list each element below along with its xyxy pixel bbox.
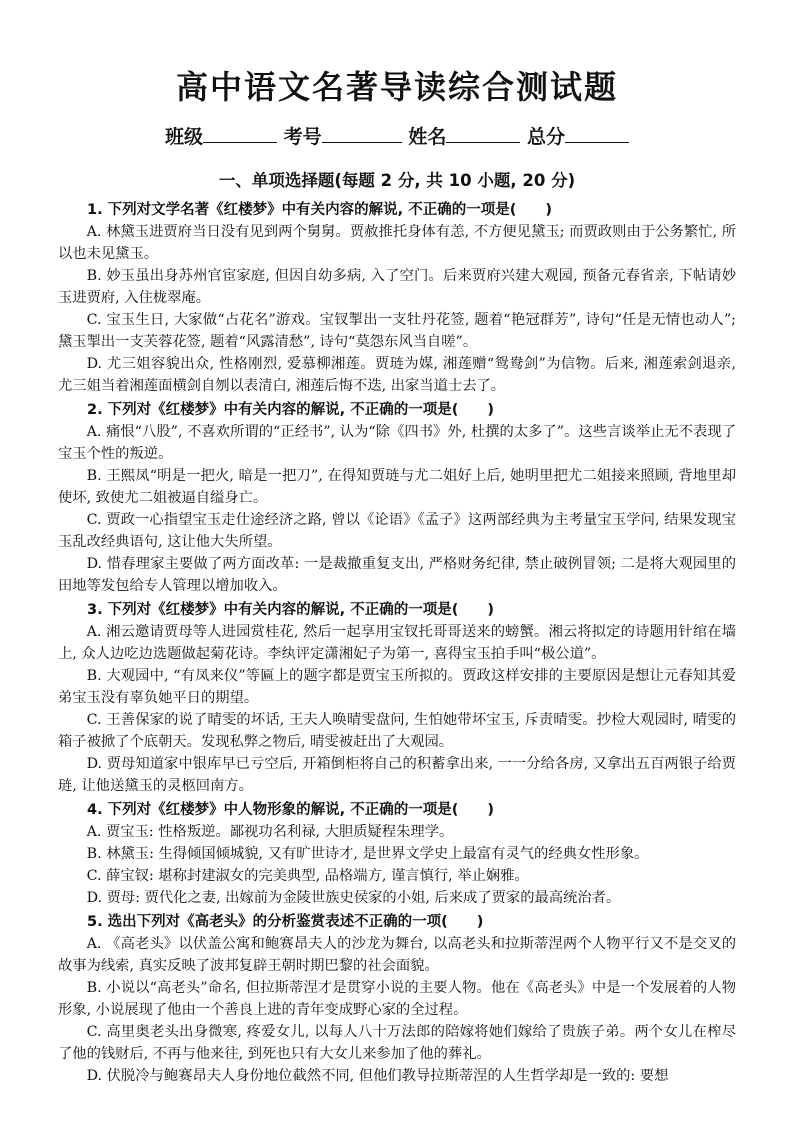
question-option: A. 《高老头》以伏盖公寓和鲍赛昂夫人的沙龙为舞台, 以高老头和拉斯蒂涅两个人物平行又不是交叉的故事为线索, 真实反映了波邦复辟王朝时期巴黎的社会面貌。 [58, 936, 736, 974]
question-option: D. 伏脱冷与鲍赛昂夫人身份地位截然不同, 但他们教导拉斯蒂涅的人生哲学却是一致的: 要想 [86, 1068, 669, 1084]
question-stem: 2. 下列对《红楼梦》中有关内容的解说, 不正确的一项是( ) [87, 402, 494, 418]
question-option: B. 妙玉虽出身苏州官宦家庭, 但因自幼多病, 入了空门。后来贾府兴建大观园, 预备元春省亲, 下帖请妙玉进贾府, 入住栊翠庵。 [58, 268, 736, 306]
question-option: D. 贾母: 贾代化之妻, 出嫁前为金陵世族史侯家的小姐, 后来成了贾家的最高统治者。 [86, 890, 621, 906]
class-blank[interactable] [203, 124, 277, 143]
question-option: B. 王熙凤“明是一把火, 暗是一把刀”, 在得知贾琏与尤二姐好上后, 她明里把尤二姐接来照顾, 背地里却使坏, 致使尤二姐被逼自缢身亡。 [58, 468, 736, 506]
question-stem: 3. 下列对《红楼梦》中有关内容的解说, 不正确的一项是( ) [87, 602, 494, 618]
question-option: C. 宝玉生日, 大家做“占花名”游戏。宝钗掣出一支牡丹花签, 题着“艳冠群芳”, 诗句“任是无情也动人”; 黛玉掣出一支芙蓉花签, 题着“风露清愁”, 诗句“莫怨东风当自嗟”。 [58, 312, 736, 350]
question-option: C. 高里奥老头出身微寒, 疼爱女儿, 以每人八十万法郎的陪嫁将她们嫁给了贵族子弟。两个女儿在榨尽了他的钱财后, 不再与他来往, 到死也只有大女儿来参加了他的葬礼。 [58, 1024, 736, 1062]
exam-number-blank[interactable] [322, 124, 402, 143]
question-stem: 1. 下列对文学名著《红楼梦》中有关内容的解说, 不正确的一项是( ) [87, 202, 552, 218]
question-option: B. 大观园中, “有凤来仪”等匾上的题字都是贾宝玉所拟的。贾政这样安排的主要原因是想让元春知其爱弟宝玉没有辜负她平日的期望。 [58, 668, 736, 706]
question-list [58, 199, 736, 1087]
question-stem: 4. 下列对《红楼梦》中人物形象的解说, 不正确的一项是( ) [87, 802, 494, 818]
field-label-total-score: 总分 [526, 126, 565, 148]
question-option: A. 痛恨“八股”, 不喜欢所谓的“正经书”, 认为“除《四书》外, 杜撰的太多了”。这些言谈举止无不表现了宝玉个性的叛逆。 [58, 424, 736, 462]
question-option: D. 惜春理家主要做了两方面改革: 一是裁撤重复支出, 严格财务纪律, 禁止破例冒领; 二是将大观园里的田地等发包给专人管理以增加收入。 [58, 556, 736, 594]
field-label-class: 班级 [165, 126, 204, 148]
question-option: D. 尤三姐容貌出众, 性格刚烈, 爱慕柳湘莲。贾琏为媒, 湘莲赠“鸳鸯剑”为信物。后来, 湘莲索剑退亲, 尤三姐当着湘莲面横剑自刎以表清白, 湘莲后悔不迭, 出家当道士去了。 [58, 356, 736, 394]
student-info-row [58, 122, 736, 149]
section-heading: 一、单项选择题(每题 2 分, 共 10 小题, 20 分) [218, 171, 576, 190]
question-option: C. 贾政一心指望宝玉走仕途经济之路, 曾以《论语》《孟子》这两部经典为主考量宝玉学问, 结果发现宝玉乱改经典语句, 这让他大失所望。 [58, 512, 736, 550]
question-option: A. 湘云邀请贾母等人进园赏桂花, 然后一起享用宝钗托哥哥送来的螃蟹。湘云将拟定的诗题用针绾在墙上, 众人边吃边选题做起菊花诗。李纨评定潇湘妃子为第一, 喜得宝玉拍手叫“极公道”。 [58, 624, 736, 662]
question-option: B. 林黛玉: 生得倾国倾城貌, 又有旷世诗才, 是世界文学史上最富有灵气的经典女性形象。 [86, 846, 649, 862]
question-option: A. 贾宝玉: 性格叛逆。鄙视功名利禄, 大胆质疑程朱理学。 [86, 824, 454, 840]
name-blank[interactable] [446, 124, 520, 143]
question-option: C. 王善保家的说了晴雯的坏话, 王夫人唤晴雯盘问, 生怕她带坏宝玉, 斥责晴雯。抄检大观园时, 晴雯的箱子被掀了个底朝天。发现私弊之物后, 晴雯被赶出了大观园。 [58, 712, 736, 750]
field-label-name: 姓名 [408, 126, 447, 148]
question-option: A. 林黛玉进贾府当日没有见到两个舅舅。贾赦推托身体有恙, 不方便见黛玉; 而贾政则由于公务繁忙, 所以也未见黛玉。 [58, 224, 736, 262]
total-score-blank[interactable] [565, 124, 629, 143]
question-stem: 5. 选出下列对《高老头》的分析鉴赏表述不正确的一项( ) [87, 914, 484, 930]
field-label-exam-number: 考号 [283, 126, 322, 148]
question-option: C. 薛宝钗: 堪称封建淑女的完美典型, 品格端方, 谨言慎行, 举止娴雅。 [86, 868, 529, 884]
exam-title: 高中语文名著导读综合测试题 [175, 68, 618, 106]
question-option: D. 贾母知道家中银库早已亏空后, 开箱倒柜将自己的积蓄拿出来, 一一分给各房, 又拿出五百两银子给贾琏, 让他送黛玉的灵柩回南方。 [58, 756, 736, 794]
question-option: B. 小说以“高老头”命名, 但拉斯蒂涅才是贯穿小说的主要人物。他在《高老头》中是一个发展着的人物形象, 小说展现了他由一个善良上进的青年变成野心家的全过程。 [58, 980, 736, 1018]
